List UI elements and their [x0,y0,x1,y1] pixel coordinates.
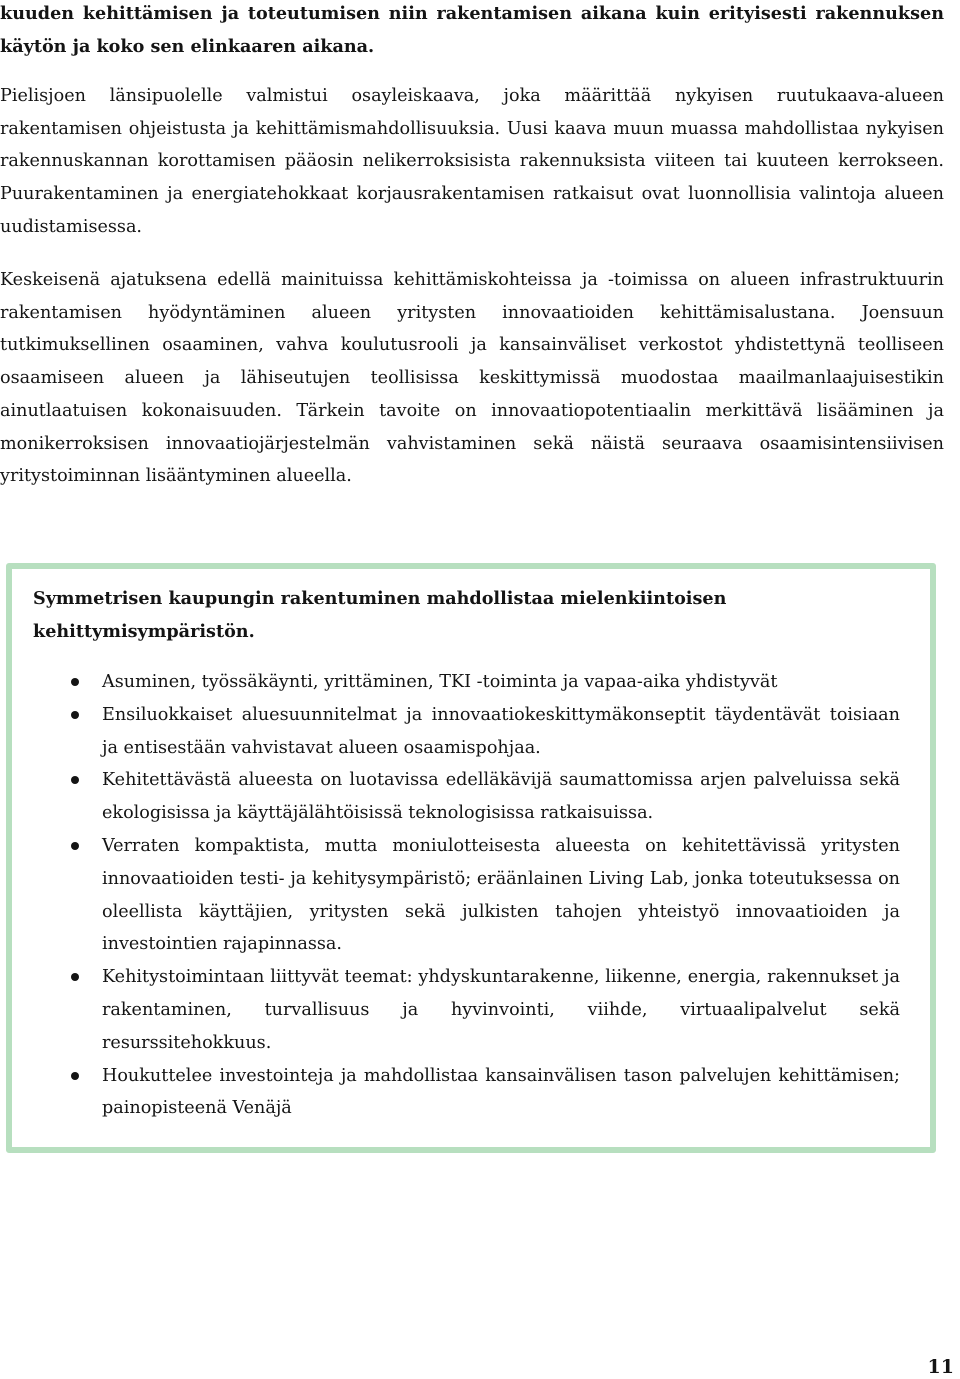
bullet-dot-icon [71,776,79,784]
bullet-dot-icon [71,678,79,686]
bullet-dot-icon [71,1072,79,1080]
bullet-item [33,961,900,1059]
bullet-text: Asuminen, työssäkäynti, yrittäminen, TKI -toiminta ja vapaa-aika yhdistyvät [102,672,778,692]
bullet-text: Verraten kompaktista, mutta moniulotteisesta alueesta on kehitettävissä yritysten innovaatioiden testi- ja kehitysympäristö; eräänlainen Living Lab, jonka toteutuksessa on oleellista käyttäjien, yritysten sekä julkisten tahojen yhteistyö innovaatioiden ja investointien rajapinnassa. [102,835,900,955]
highlight-box [6,563,936,1153]
paragraph-innovaatio: Keskeisenä ajatuksena edellä mainituissa kehittämiskohteissa ja -toimissa on alueen infrastruktuurin rakentamisen hyödyntäminen alueen yritysten innovaatioiden kehittämisalustana. Joensuun tutkimuksellinen osaaminen, vahva koulutusrooli ja kansainväliset verkostot yhdistettynä teolliseen osaamiseen alueen ja lähiseutujen teollisissa keskittymissä muodostaa maailmanlaajuisestikin ainutlaatuisen kokonaisuuden. Tärkein tavoite on innovaatiopotentiaalin merkittävä lisääminen ja monikerroksisen innovaatiojärjestelmän vahvistaminen sekä näistä seuraava osaamisintensiivisen yritystoiminnan lisääntyminen alueella. [0,270,944,487]
bullet-text: Kehitettävästä alueesta on luotavissa edelläkävijä saumattomissa arjen palveluissa sekä ekologisissa ja käyttäjälähtöisissä teknologisissa ratkaisuissa. [102,770,900,824]
bullet-text: Ensiluokkaiset aluesuunnitelmat ja innovaatiokeskittymäkonseptit täydentävät toisiaan ja entisestään vahvistavat alueen osaamispohjaa. [102,704,900,758]
intro-bold-text: kuuden kehittämisen ja toteutumisen niin rakentamisen aikana kuin erityisesti rakennuksen käytön ja koko sen elinkaaren aikana. [0,3,944,57]
bullet-item [33,1060,900,1126]
highlight-bullet-list [33,666,923,1125]
bullet-dot-icon [71,842,79,850]
bullet-item [33,666,900,699]
bullet-item [33,764,900,830]
bullet-text: Kehitystoimintaan liittyvät teemat: yhdyskuntarakenne, liikenne, energia, rakennukset ja rakentaminen, turvallisuus ja hyvinvointi, viihde, virtuaalipalvelut sekä resurssitehokkuus. [102,967,900,1053]
paragraph-osayleiskaava: Pielisjoen länsipuolelle valmistui osayleiskaava, joka määrittää nykyisen ruutukaava-alueen rakentamisen ohjeistusta ja kehittämismahdollisuuksia. Uusi kaava muun muassa mahdollistaa nykyisen rakennuskannan korottamisen pääosin nelikerroksisista rakennuksista viiteen tai kuuteen kerrokseen. Puurakentaminen ja energiatehokkaat korjausrakentamisen ratkaisut ovat luonnollisia valintoja alueen uudistamisessa. [0,86,944,237]
bullet-dot-icon [71,711,79,719]
page-number: 11 [927,1356,954,1378]
highlight-box-title: Symmetrisen kaupungin rakentuminen mahdollistaa mielenkiintoisen kehittymisympäristön. [33,588,727,642]
bullet-dot-icon [71,973,79,981]
bullet-item [33,830,900,961]
bullet-text: Houkuttelee investointeja ja mahdollistaa kansainvälisen tason palvelujen kehittämisen; painopisteenä Venäjä [102,1065,900,1119]
bullet-item [33,699,900,765]
